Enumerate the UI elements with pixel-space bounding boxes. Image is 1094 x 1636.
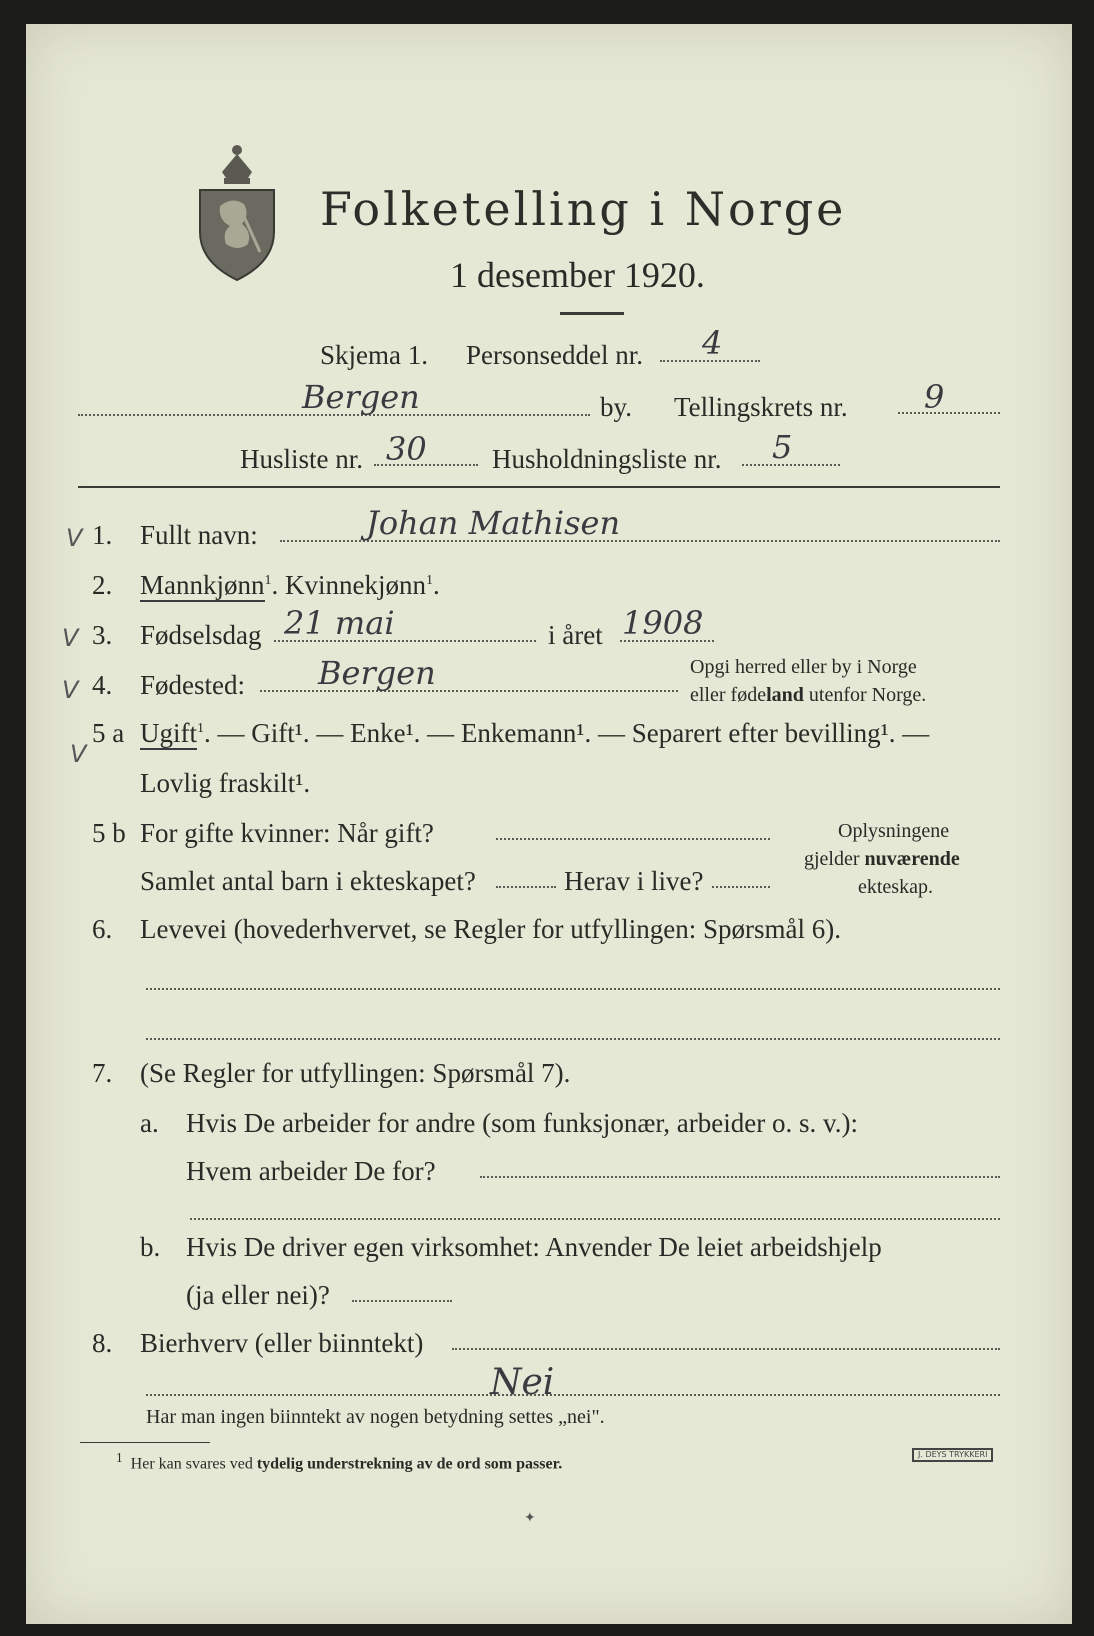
q7a-line-2: Hvem arbeider De for? [186,1156,436,1186]
q7a-field-line-2 [190,1218,1000,1220]
q5a-options [140,718,929,749]
q2-sup-1: 1 [264,573,272,588]
q2-options: Mannkjønn$^1$. Kvinnekjønn$^1$. [140,570,440,600]
q1-number: 1. [92,520,113,550]
q4-note-text-2a: eller føde [690,684,767,706]
footnote-rule [80,1442,210,1443]
q2-male-option: Mannkjønn [140,570,265,600]
check-mark-4: V [62,676,79,704]
q3-year-label: i året [548,620,603,650]
q7b-field-line [352,1300,452,1302]
q4-label: Fødested: [140,670,245,700]
q6-number: 6. [92,914,113,944]
husliste-value: 30 [386,430,427,468]
q4-note-text-1: Opgi herred eller by i Norge [690,656,917,678]
q5a-number: 5 a [92,718,125,748]
census-date: 1 desember 1920. [450,255,705,295]
personseddel-value: 4 [702,324,723,362]
city-value: Bergen [302,378,420,416]
q5b-children-label: Samlet antal barn i ekteskapet? [140,866,476,896]
q2-sup-2: 1 [426,573,433,588]
q8-field-line-1 [452,1348,1000,1350]
by-label: by. [600,392,632,422]
q7-text: (Se Regler for utfyllingen: Spørsmål 7). [140,1058,571,1088]
footnote [116,1450,562,1473]
q5b-note-2a: gjelder [804,848,865,870]
form-title: Folketelling i Norge [320,182,847,236]
footnote-text-b: tydelig understrekning av de ord som passer. [256,1455,563,1473]
q5b-note-3: ekteskap. [858,876,933,898]
tellingskrets-value: 9 [924,378,945,416]
q5b-alive-label: Herav i live? [564,866,704,896]
q8-label: Bierhverv (eller biinntekt) [140,1328,424,1358]
q2-number: 2. [92,570,113,600]
q4-number: 4. [92,670,113,700]
footnote-number: 1 [116,1450,123,1465]
q4-note-line-1 [690,656,917,679]
husholdning-value: 5 [772,428,793,466]
q5b-line-1: For gifte kvinner: Når gift? [140,818,434,848]
q3-number: 3. [92,620,113,650]
husholdning-label: Husholdningsliste nr. [492,444,722,474]
skjema-label: Skjema 1. [320,340,428,370]
q7-number: 7. [92,1058,113,1088]
q5b-note-2b: nuværende [864,848,960,870]
q4-note-text-2c: utenfor Norge. [803,684,927,706]
q3-year-value: 1908 [622,604,704,642]
q5b-note-1: Oplysningene [838,820,950,842]
q7a-line-1: Hvis De arbeider for andre (som funksjonær, arbeider o. s. v.): [186,1108,858,1138]
q4-note-text-2b: land [766,684,804,706]
decorative-mark: ✦ [524,1510,536,1526]
q2-female-option: Kvinnekjønn [285,570,426,600]
q6-field-line-2 [146,1038,1000,1040]
q7a-field-line-1 [480,1176,1000,1178]
q6-text: Levevei (hovederhvervet, se Regler for utfyllingen: Spørsmål 6). [140,914,842,944]
q8-value: Nei [490,1362,555,1403]
check-mark-5a: V [70,740,87,768]
q2-end: . [433,570,440,600]
q8-number: 8. [92,1328,113,1358]
personseddel-label: Personseddel nr. [466,340,643,370]
q7a-label: a. [140,1108,159,1138]
q5a-ugift-option: Ugift [140,718,197,748]
q6-field-line-1 [146,988,1000,990]
q5a-sup: 1 [197,721,204,736]
q5b-married-field-line [496,838,770,840]
q8-field-line-2 [146,1394,1000,1396]
q7b-label: b. [140,1232,161,1262]
q5b-children-field-line [496,886,556,888]
q4-value: Bergen [318,654,436,692]
footnote-text-a: Her kan svares ved [130,1455,257,1473]
husliste-label: Husliste nr. [240,444,364,474]
title-divider [560,312,624,315]
q3-day-value: 21 mai [284,604,395,642]
tellingskrets-field-line [898,412,1000,414]
q7b-line-1: Hvis De driver egen virksomhet: Anvender De leiet arbeidshjelp [186,1232,882,1262]
q5a-line-2: Lovlig fraskilt¹. [140,768,311,798]
q1-label: Fullt navn: [140,520,258,550]
census-form-page [26,24,1072,1624]
q7b-line-2: (ja eller nei)? [186,1280,330,1310]
q5b-alive-field-line [712,886,770,888]
q5b-number: 5 b [92,818,126,848]
q3-label: Fødselsdag [140,620,262,650]
printer-stamp: J. DEYS TRYKKERI [912,1448,993,1462]
q4-note-line-2 [690,684,926,707]
q1-value: Johan Mathisen [366,504,621,542]
q5a-rest: . — Gift¹. — Enke¹. — Enkemann¹. — Separert efter bevilling¹. — [204,718,930,748]
norwegian-coat-of-arms-icon [192,132,282,282]
bottom-note: Har man ingen biinntekt av nogen betydning settes „nei". [146,1406,605,1428]
check-mark-3: V [62,624,79,652]
q5b-note-2 [804,848,960,871]
tellingskrets-label: Tellingskrets nr. [674,392,848,422]
header-rule [78,486,1000,488]
check-mark-1: V [66,524,83,552]
